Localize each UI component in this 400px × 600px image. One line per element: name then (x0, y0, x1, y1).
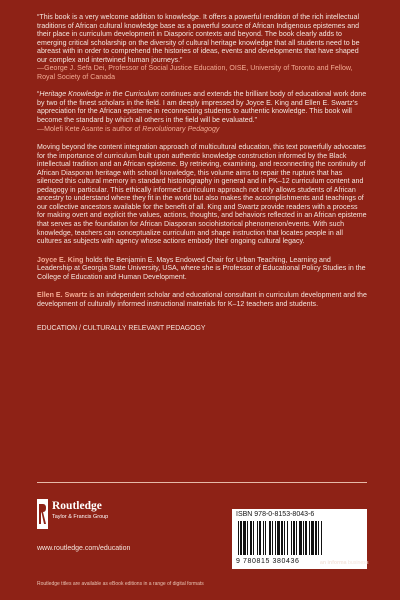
divider-rule (37, 482, 367, 483)
endorsement-asante-attribution (37, 126, 219, 133)
endorsement-asante-attribution-prefix: —Molefi Kete Asante is author of (37, 125, 143, 133)
endorsement-dei (37, 14, 367, 82)
endorsement-dei-quote: “This book is a very welcome addition to knowledge. It offers a powerful rendition of the rich intellectual traditions of African cultural knowledge base as a powerful source of African Indigenous epistemes and their place in curriculum development in Diasporic contexts and beyond. The book clearly adds to emerging critical scholarship on the diversity of cultural heritage knowledge that all students need to be abreast with in order to comprehend the histories of ideas, events and developments that have shaped our complex and intertwined human journeys.” (37, 14, 360, 64)
endorsement-asante-attribution-title: Revolutionary Pedagogy (142, 125, 220, 133)
endorsement-asante-quote-open: “ (37, 91, 40, 99)
informa-business (320, 560, 368, 566)
barcode-digits: 9 780815 380436 (236, 558, 300, 565)
subject-category: EDUCATION / CULTURALLY RELEVANT PEDAGOGY (37, 325, 206, 333)
informa-label: an informa (320, 560, 347, 566)
endorsement-asante-book-title: Heritage Knowledge in the Curriculum (39, 91, 159, 99)
informa-suffix: business (346, 560, 369, 566)
publisher-group: Taylor & Francis Group (52, 514, 109, 520)
routledge-r-icon (37, 499, 48, 529)
endorsement-dei-attribution: —George J. Sefa Dei, Professor of Social Justice Education, OISE, University of Toronto and Fellow, Royal Society of Canada (37, 65, 353, 81)
publisher-website: www.routledge.com/education (37, 545, 131, 552)
book-description: Moving beyond the content integration approach of multicultural education, this text powerfully advocates for the importance of curriculum built upon authentic knowledge construction informed by the Black intellectual tradition and an African episteme. By retrieving, examining, and reconnecting the continuity of African Diasporan heritage with school knowledge, this volume aims to repair the rupture that has silenced this cultural memory in standard historiography in general and in PK–12 curriculum content and pedagogy in particular. This ethically informed curriculum approach not only allows students of African ancestry to understand where they fit in the world but also makes the accomplishments and teachings of our collective ancestors available for the benefit of all. King and Swartz provide readers with a process for making overt and explicit the values, actions, thoughts, and behaviors reflected in an African episteme that serves as the foundation for African Diasporan sociohistorical phenomenon/events. With such knowledge, teachers can conceptualize curriculum and shape instruction that locates people in all cultures as subjects with agency whose actions embody their ongoing cultural legacy. (37, 144, 367, 246)
author-bio-swartz-text: is an independent scholar and educational consultant in curriculum development and the development of culturally informed instructional materials for K–12 teachers and students. (37, 292, 367, 308)
publisher-name: Routledge (52, 500, 102, 512)
author-name-swartz: Ellen E. Swartz (37, 292, 88, 300)
back-cover-text (37, 14, 367, 339)
author-bio-king (37, 257, 367, 283)
endorsement-asante-quote: continues and extends the brilliant body of educational work done by two of the finest scholars in the field. I am deeply impressed by Joyce E. King and Ellen E. Swartz’s appreciation for the African episteme in reconnecting students to authentic knowledge. This book will become the standard by which all others in the field will be evaluated.” (37, 91, 367, 125)
endorsement-asante (37, 91, 367, 134)
ebook-footnote: Routledge titles are available as eBook editions in a range of digital formats (37, 581, 204, 587)
author-name-king: Joyce E. King (37, 256, 84, 264)
isbn-label: ISBN 978-0-8153-8043-6 (236, 511, 315, 518)
publisher-logo (37, 497, 177, 537)
author-bio-swartz (37, 292, 367, 309)
author-bio-king-text: holds the Benjamin E. Mays Endowed Chair for Urban Teaching, Learning and Leadership at Georgia State University, USA, where she is Professor of Educational Policy Studies in the College of Education and Human Development. (37, 256, 366, 281)
barcode-icon (236, 521, 363, 557)
